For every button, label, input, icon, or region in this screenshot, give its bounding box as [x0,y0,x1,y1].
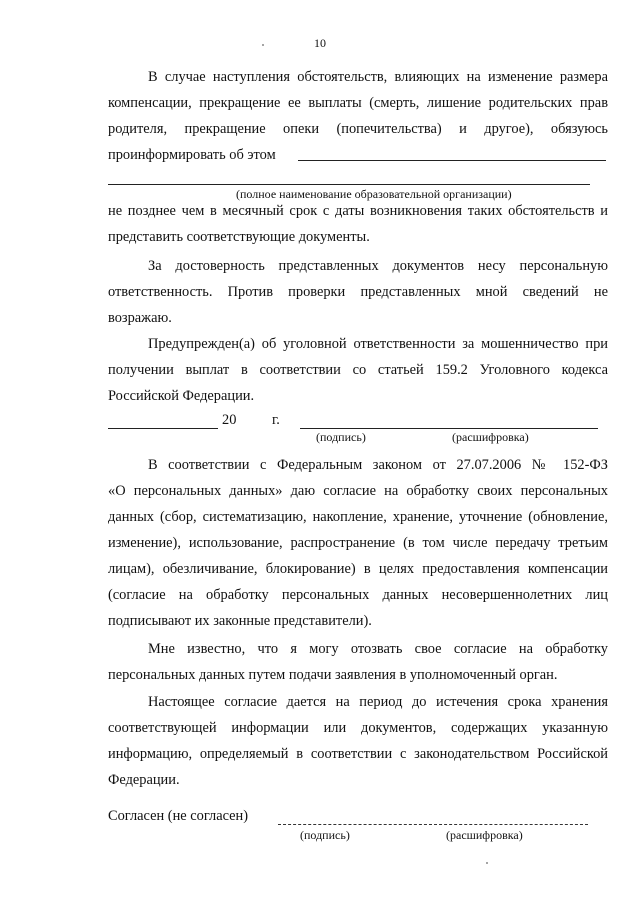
text-line: Настоящее согласие дается на период до истечения срока хранения [148,694,608,710]
text-line: Предупрежден(а) об уголовной ответственности за мошенничество при [148,336,608,352]
paragraph-consent-period [108,689,608,793]
scan-speck [262,44,264,46]
consent-signature-field[interactable] [278,824,588,825]
text-line: изменение), использование, распространение (в том числе передачу третьим [108,535,608,551]
text-line: представить соответствующие документы. [108,229,370,245]
text-line: информацию, определяемый в соответствии с законодательством Российской [108,746,608,762]
text-line: компенсации, прекращение ее выплаты (смерть, лишение родительских прав [108,95,608,111]
organization-name-field[interactable] [298,160,606,161]
text-line: персональных данных путем подачи заявления в уполномоченный орган. [108,667,558,683]
text-line: В случае наступления обстоятельств, влияющих на изменение размера [148,69,608,85]
year-prefix: 20 [222,412,237,428]
text-line: ответственность. Против проверки представленных мной сведений не [108,284,608,300]
text-line: Федерации. [108,772,180,788]
consent-label: Согласен (не согласен) [108,808,249,824]
scan-speck [486,862,488,864]
year-suffix: г. [272,412,280,428]
text-line: (согласие на обработку персональных данных несовершеннолетних лиц [108,587,608,603]
text-line: Мне известно, что я могу отозвать свое согласие на обработку [148,641,608,657]
text-line: соответствующей информации или документов, содержащих указанную [108,720,608,736]
organization-name-field-line2[interactable] [108,184,590,185]
paragraph-criminal-liability [108,331,608,409]
paragraph-responsibility [108,253,608,331]
decoding-caption: (расшифровка) [452,430,529,444]
text-line: получении выплат в соответствии со статьей 159.2 Уголовного кодекса [108,362,608,378]
text-line: Российской Федерации. [108,388,255,404]
consent-signature-caption: (подпись) [300,828,350,842]
page-number: 10 [314,36,326,50]
text-line: лицам), обезличивание, блокирование) в целях предоставления компенсации [108,561,608,577]
text-line: родителя, прекращение опеки (попечительства) и другое), обязуюсь [108,121,608,137]
consent-decoding-caption: (расшифровка) [446,828,523,842]
text-line: не позднее чем в месячный срок с даты возникновения таких обстоятельств и [108,203,608,219]
text-line: За достоверность представленных документов несу персональную [148,258,608,274]
text-line: «О персональных данных» даю согласие на обработку своих персональных [108,483,608,499]
text-line: В соответствии с Федеральным законом от 27.07.2006 № 152-ФЗ [148,457,608,473]
text-line: проинформировать об этом [108,147,276,163]
text-line: возражаю. [108,310,172,326]
organization-caption: (полное наименование образовательной организации) [236,187,512,201]
text-line: данных (сбор, систематизацию, накопление, хранение, уточнение (обновление, [108,509,608,525]
signature-decoding-field[interactable] [300,428,598,429]
paragraph-deadline [108,198,608,250]
text-line: подписывают их законные представители). [108,613,372,629]
date-field[interactable] [108,428,218,429]
signature-caption: (подпись) [316,430,366,444]
paragraph-notification-obligation [108,64,608,168]
paragraph-personal-data-consent [108,452,608,634]
paragraph-withdrawal [108,636,608,688]
